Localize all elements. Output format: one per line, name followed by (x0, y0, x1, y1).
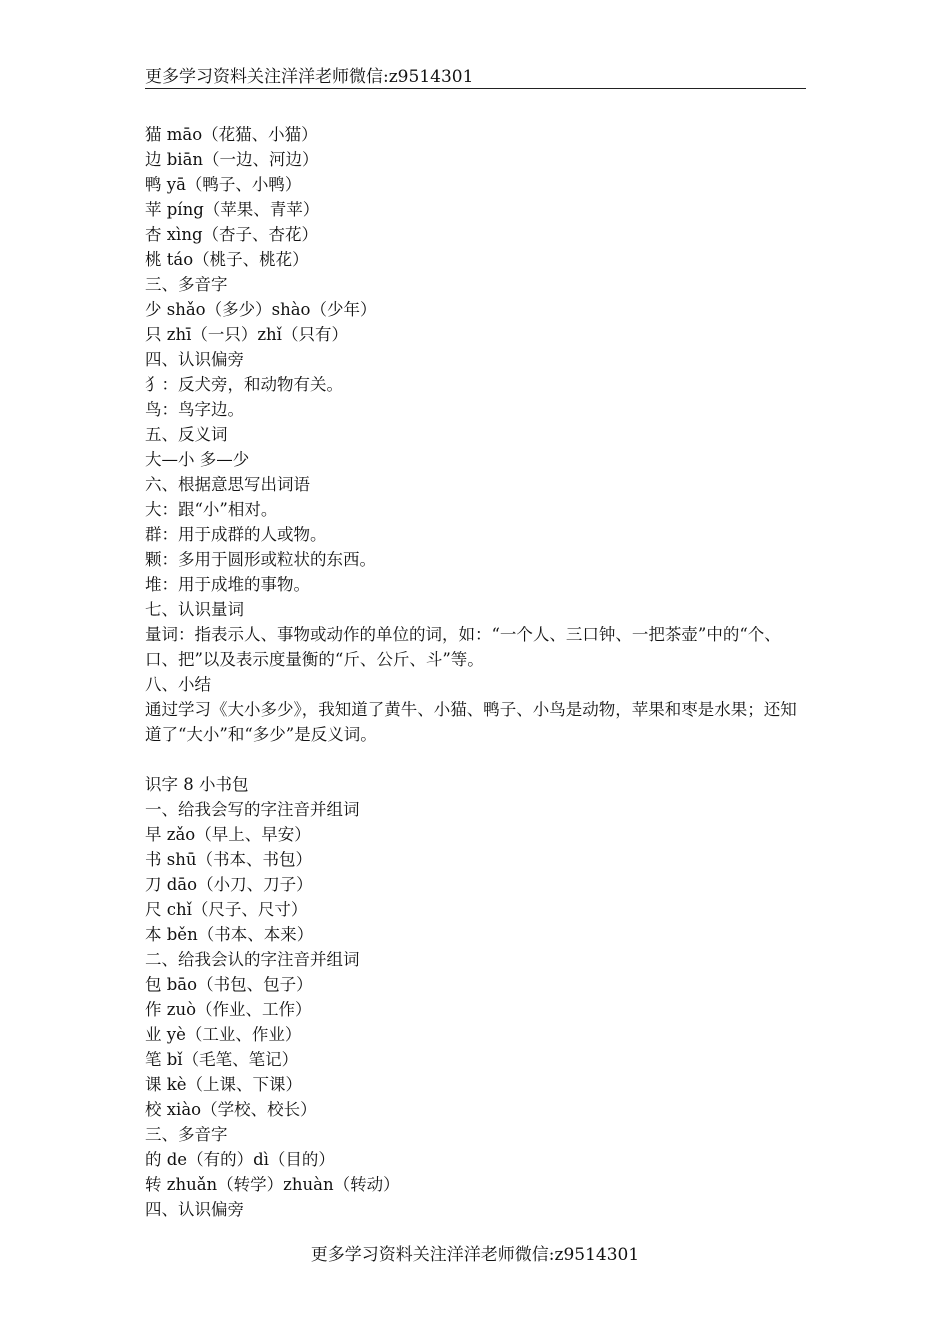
page-footer: 更多学习资料关注洋洋老师微信:z9514301 (310, 1245, 640, 1265)
text-line: 杏 xìng（杏子、杏花） (145, 225, 319, 244)
section-heading: 六、根据意思写出词语 (145, 475, 310, 494)
text-line: 只 zhī（一只）zhǐ（只有） (145, 325, 348, 344)
text-line: 本 běn（书本、本来） (145, 925, 314, 944)
text-line: 课 kè（上课、下课） (145, 1075, 303, 1094)
text-line: 包 bāo（书包、包子） (145, 975, 313, 994)
text-line: 边 biān（一边、河边） (145, 150, 319, 169)
text-line: 苹 píng（苹果、青苹） (145, 200, 320, 219)
text-line: 少 shǎo（多少）shào（少年） (145, 300, 377, 319)
text-line: 桃 táo（桃子、桃花） (145, 250, 309, 269)
text-line: 鸟：鸟字边。 (145, 400, 244, 419)
text-line: 犭：反犬旁，和动物有关。 (145, 375, 343, 394)
text-line: 刀 dāo（小刀、刀子） (145, 875, 313, 894)
section-heading: 四、认识偏旁 (145, 350, 244, 369)
text-line: 业 yè（工业、作业） (145, 1025, 302, 1044)
text-line: 转 zhuǎn（转学）zhuàn（转动） (145, 1175, 400, 1194)
text-line: 校 xiào（学校、校长） (145, 1100, 317, 1119)
section-heading: 八、小结 (145, 675, 211, 694)
document-body (145, 122, 813, 1222)
text-line: 笔 bǐ（毛笔、笔记） (145, 1050, 299, 1069)
section-heading: 三、多音字 (145, 1125, 228, 1144)
text-line: 颗：多用于圆形或粒状的东西。 (145, 550, 376, 569)
section-heading: 三、多音字 (145, 275, 228, 294)
text-line: 书 shū（书本、书包） (145, 850, 312, 869)
lesson-title: 识字 8 小书包 (145, 775, 249, 794)
text-line: 尺 chǐ（尺子、尺寸） (145, 900, 308, 919)
blank-line (145, 747, 813, 772)
section-heading: 一、给我会写的字注音并组词 (145, 800, 360, 819)
section-heading: 七、认识量词 (145, 600, 244, 619)
text-line: 大—小 多—少 (145, 450, 250, 469)
text-line: 的 de（有的）dì（目的） (145, 1150, 335, 1169)
page-header: 更多学习资料关注洋洋老师微信:z9514301 (145, 66, 806, 89)
section-heading: 五、反义词 (145, 425, 228, 444)
paragraph: 通过学习《大小多少》，我知道了黄牛、小猫、鸭子、小鸟是动物，苹果和枣是水果；还知道了“大小”和“多少”是反义词。 (145, 700, 797, 744)
text-line: 猫 māo（花猫、小猫） (145, 125, 318, 144)
text-line: 作 zuò（作业、工作） (145, 1000, 312, 1019)
text-line: 堆：用于成堆的事物。 (145, 575, 310, 594)
paragraph: 量词：指表示人、事物或动作的单位的词，如：“一个人、三口钟、一把茶壶”中的“个、口、把”以及表示度量衡的“斤、公斤、斗”等。 (145, 625, 781, 669)
section-heading: 四、认识偏旁 (145, 1200, 244, 1219)
section-heading: 二、给我会认的字注音并组词 (145, 950, 360, 969)
text-line: 群：用于成群的人或物。 (145, 525, 327, 544)
text-line: 大：跟“小”相对。 (145, 500, 278, 519)
text-line: 鸭 yā（鸭子、小鸭） (145, 175, 302, 194)
text-line: 早 zǎo（早上、早安） (145, 825, 311, 844)
